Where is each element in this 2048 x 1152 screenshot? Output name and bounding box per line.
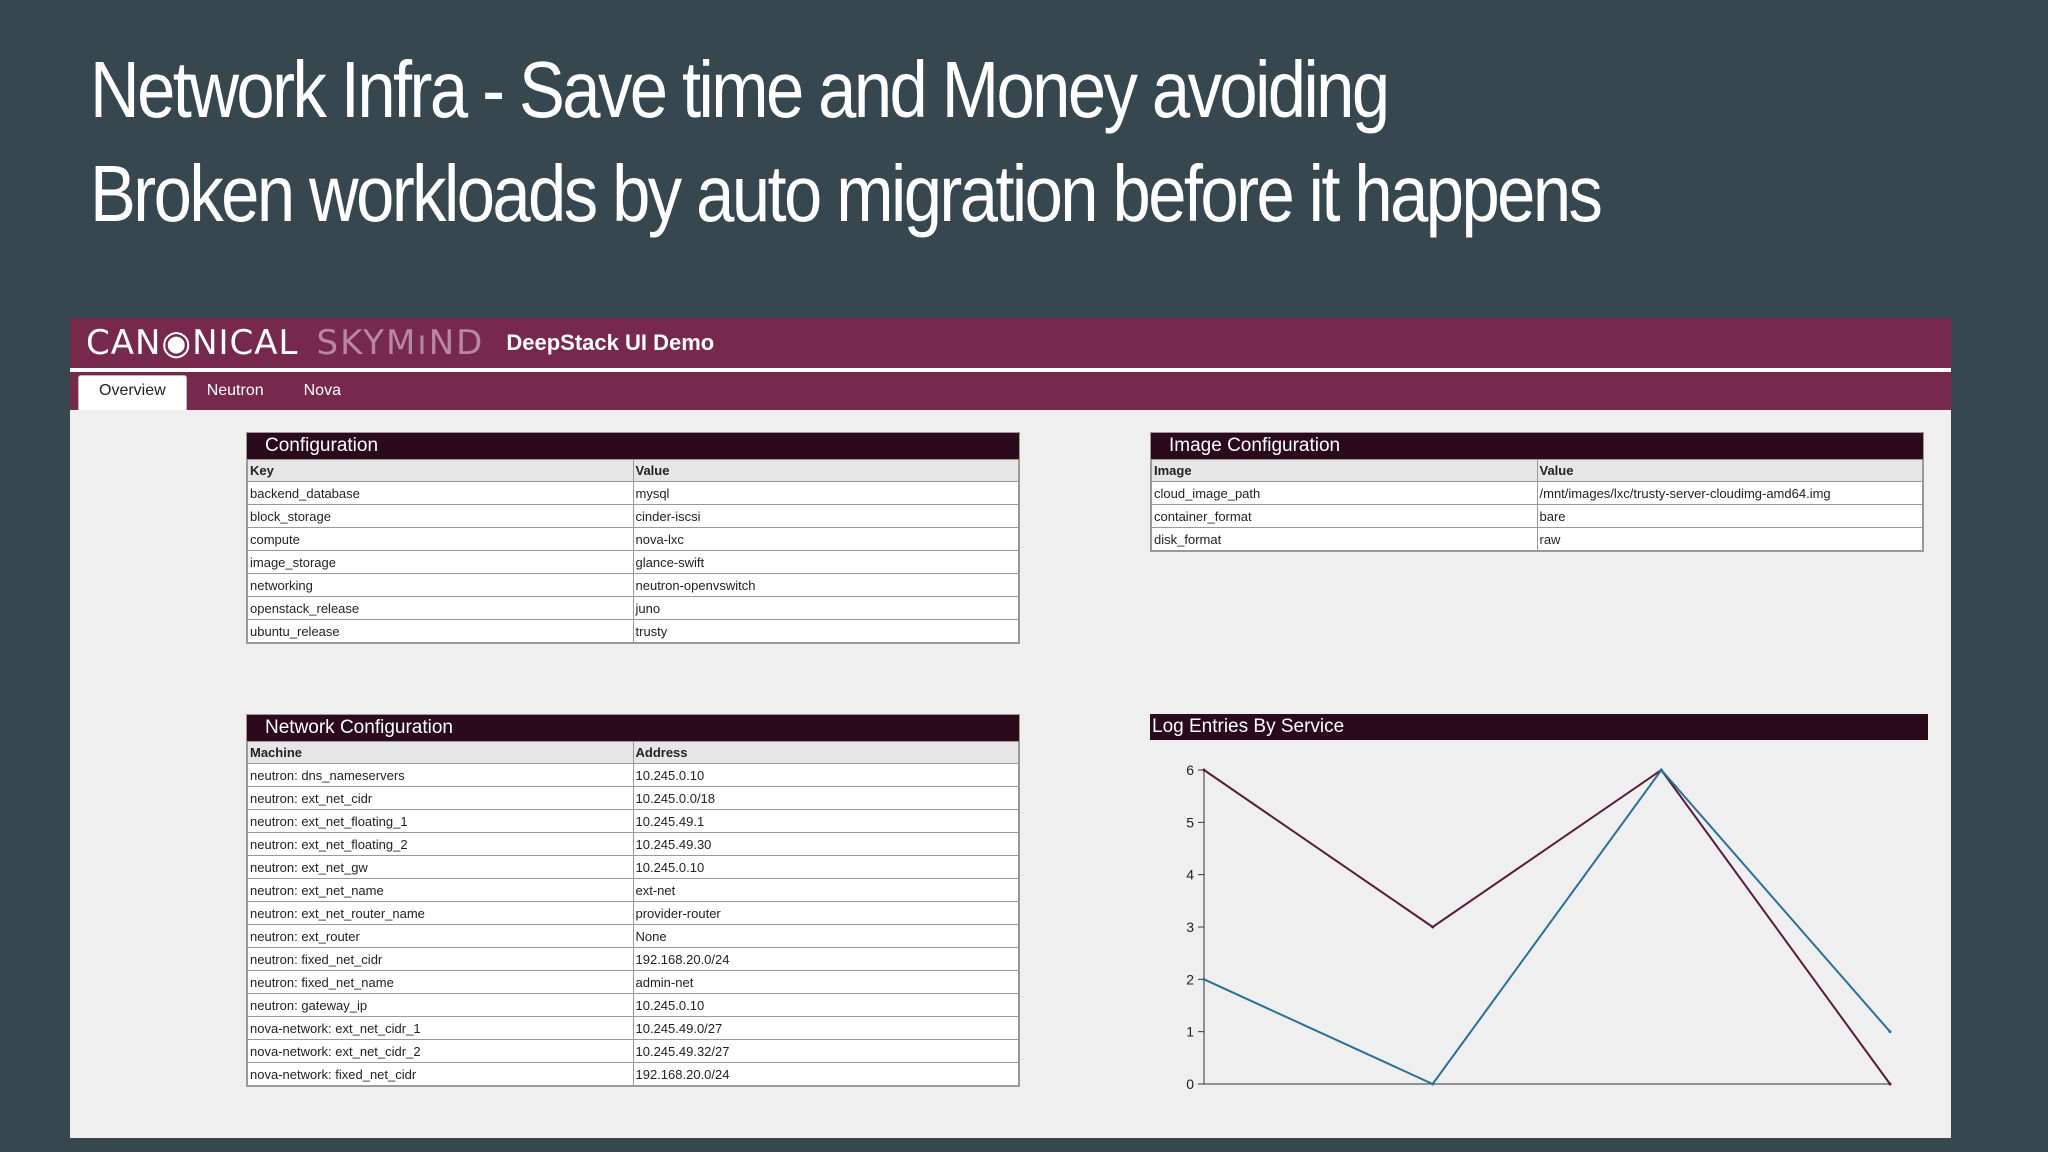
table-cell-key: neutron: ext_net_floating_1	[248, 810, 634, 833]
y-tick-label: 4	[1186, 866, 1194, 883]
table-cell-key: openstack_release	[248, 597, 634, 620]
table-row	[248, 528, 1019, 551]
chart-title: Log Entries By Service	[1150, 714, 1928, 740]
table-row	[248, 810, 1019, 833]
table-cell-value: mysql	[633, 482, 1019, 505]
column-header-address: Address	[633, 742, 1019, 764]
slide-title	[90, 38, 1758, 246]
tab-nova[interactable]: Nova	[303, 382, 341, 399]
tab-bar	[70, 372, 1951, 410]
configuration-title: Configuration	[247, 433, 1019, 459]
table-cell-value: 192.168.20.0/24	[633, 1063, 1019, 1086]
tab-overview[interactable]: Overview	[78, 375, 187, 410]
slide-title-line-1: Network Infra - Save time and Money avoiding	[90, 45, 1388, 134]
table-cell-value: glance-swift	[633, 551, 1019, 574]
y-tick-label: 3	[1186, 919, 1194, 935]
column-header-machine: Machine	[248, 742, 634, 764]
table-row	[248, 948, 1019, 971]
y-tick-label: 5	[1186, 814, 1194, 831]
table-cell-value: 10.245.0.10	[633, 856, 1019, 879]
image-configuration-title: Image Configuration	[1151, 433, 1923, 459]
table-cell-value: 10.245.49.1	[633, 810, 1019, 833]
network-configuration-title: Network Configuration	[247, 715, 1019, 741]
table-cell-key: neutron: ext_net_floating_2	[248, 833, 634, 856]
log-entries-chart-panel	[1150, 714, 1928, 1114]
table-cell-key: neutron: gateway_ip	[248, 994, 634, 1017]
series-point-2	[1889, 1030, 1892, 1033]
table-cell-key: nova-network: ext_net_cidr_1	[248, 1017, 634, 1040]
table-cell-value: 10.245.0.0/18	[633, 787, 1019, 810]
table-cell-value: admin-net	[633, 971, 1019, 994]
table-cell-key: image_storage	[248, 551, 634, 574]
table-cell-key: nova-network: fixed_net_cidr	[248, 1063, 634, 1086]
table-row	[248, 574, 1019, 597]
table-row	[248, 1063, 1019, 1086]
column-header-key: Key	[248, 460, 634, 482]
table-row	[248, 764, 1019, 787]
table-cell-key: neutron: fixed_net_name	[248, 971, 634, 994]
series-point-1	[1431, 926, 1434, 929]
table-row	[248, 879, 1019, 902]
table-cell-key: backend_database	[248, 482, 634, 505]
table-row	[248, 505, 1019, 528]
table-cell-key: block_storage	[248, 505, 634, 528]
table-row	[248, 856, 1019, 879]
table-row	[248, 597, 1019, 620]
series-point-1	[1203, 769, 1206, 772]
table-cell-key: container_format	[1152, 505, 1538, 528]
table-cell-key: compute	[248, 528, 634, 551]
table-row	[248, 620, 1019, 643]
network-configuration-table	[247, 741, 1019, 1086]
table-cell-value: trusty	[633, 620, 1019, 643]
series-point-2	[1660, 769, 1663, 772]
log-entries-chart	[1150, 740, 1928, 1114]
table-row	[248, 551, 1019, 574]
table-cell-key: neutron: ext_router	[248, 925, 634, 948]
table-cell-value: nova-lxc	[633, 528, 1019, 551]
table-cell-value: ext-net	[633, 879, 1019, 902]
table-row	[248, 787, 1019, 810]
table-cell-value: /mnt/images/lxc/trusty-server-cloudimg-amd64.img	[1537, 482, 1923, 505]
table-cell-key: networking	[248, 574, 634, 597]
skymind-logo: SKYMıND	[316, 323, 485, 363]
image-configuration-panel	[1150, 432, 1924, 552]
series-point-1	[1889, 1083, 1892, 1086]
table-row	[1152, 505, 1923, 528]
table-cell-key: neutron: ext_net_cidr	[248, 787, 634, 810]
table-cell-key: ubuntu_release	[248, 620, 634, 643]
configuration-table	[247, 459, 1019, 643]
table-cell-value: juno	[633, 597, 1019, 620]
deepstack-app-window	[70, 318, 1951, 1138]
app-header	[70, 318, 1951, 372]
column-header-value: Value	[633, 460, 1019, 482]
image-configuration-table	[1151, 459, 1923, 551]
table-cell-value: 10.245.49.0/27	[633, 1017, 1019, 1040]
table-cell-key: neutron: ext_net_gw	[248, 856, 634, 879]
table-row	[248, 971, 1019, 994]
table-row	[248, 925, 1019, 948]
table-cell-value: bare	[1537, 505, 1923, 528]
table-cell-value: raw	[1537, 528, 1923, 551]
configuration-panel	[246, 432, 1020, 644]
table-row	[248, 482, 1019, 505]
table-cell-key: neutron: dns_nameservers	[248, 764, 634, 787]
table-row	[1152, 482, 1923, 505]
app-title: DeepStack UI Demo	[506, 330, 715, 355]
y-tick-label: 6	[1186, 762, 1194, 778]
series-point-2	[1431, 1083, 1434, 1086]
table-cell-value: provider-router	[633, 902, 1019, 925]
column-header-value: Value	[1537, 460, 1923, 482]
table-row	[248, 833, 1019, 856]
table-cell-value: 10.245.0.10	[633, 764, 1019, 787]
column-header-image: Image	[1152, 460, 1538, 482]
tab-neutron[interactable]: Neutron	[206, 382, 264, 399]
table-cell-value: 10.245.49.30	[633, 833, 1019, 856]
table-cell-value: neutron-openvswitch	[633, 574, 1019, 597]
table-row	[248, 994, 1019, 1017]
table-cell-value: 192.168.20.0/24	[633, 948, 1019, 971]
table-cell-value: None	[633, 925, 1019, 948]
table-cell-key: neutron: fixed_net_cidr	[248, 948, 634, 971]
table-cell-key: cloud_image_path	[1152, 482, 1538, 505]
table-row	[248, 1017, 1019, 1040]
table-cell-key: nova-network: ext_net_cidr_2	[248, 1040, 634, 1063]
table-cell-value: 10.245.0.10	[633, 994, 1019, 1017]
table-cell-key: neutron: ext_net_router_name	[248, 902, 634, 925]
table-cell-value: cinder-iscsi	[633, 505, 1019, 528]
table-row	[248, 1040, 1019, 1063]
table-cell-key: disk_format	[1152, 528, 1538, 551]
series-point-2	[1203, 978, 1206, 981]
table-cell-key: neutron: ext_net_name	[248, 879, 634, 902]
table-cell-value: 10.245.49.32/27	[633, 1040, 1019, 1063]
network-configuration-panel	[246, 714, 1020, 1087]
table-row	[1152, 528, 1923, 551]
y-tick-label: 2	[1186, 971, 1194, 988]
canonical-logo: CAN◉NICAL	[86, 323, 299, 363]
slide-title-line-2: Broken workloads by auto migration before it happens	[90, 149, 1601, 238]
table-row	[248, 902, 1019, 925]
y-tick-label: 1	[1186, 1023, 1194, 1040]
series-line-2	[1204, 770, 1890, 1084]
y-tick-label: 0	[1186, 1076, 1194, 1092]
